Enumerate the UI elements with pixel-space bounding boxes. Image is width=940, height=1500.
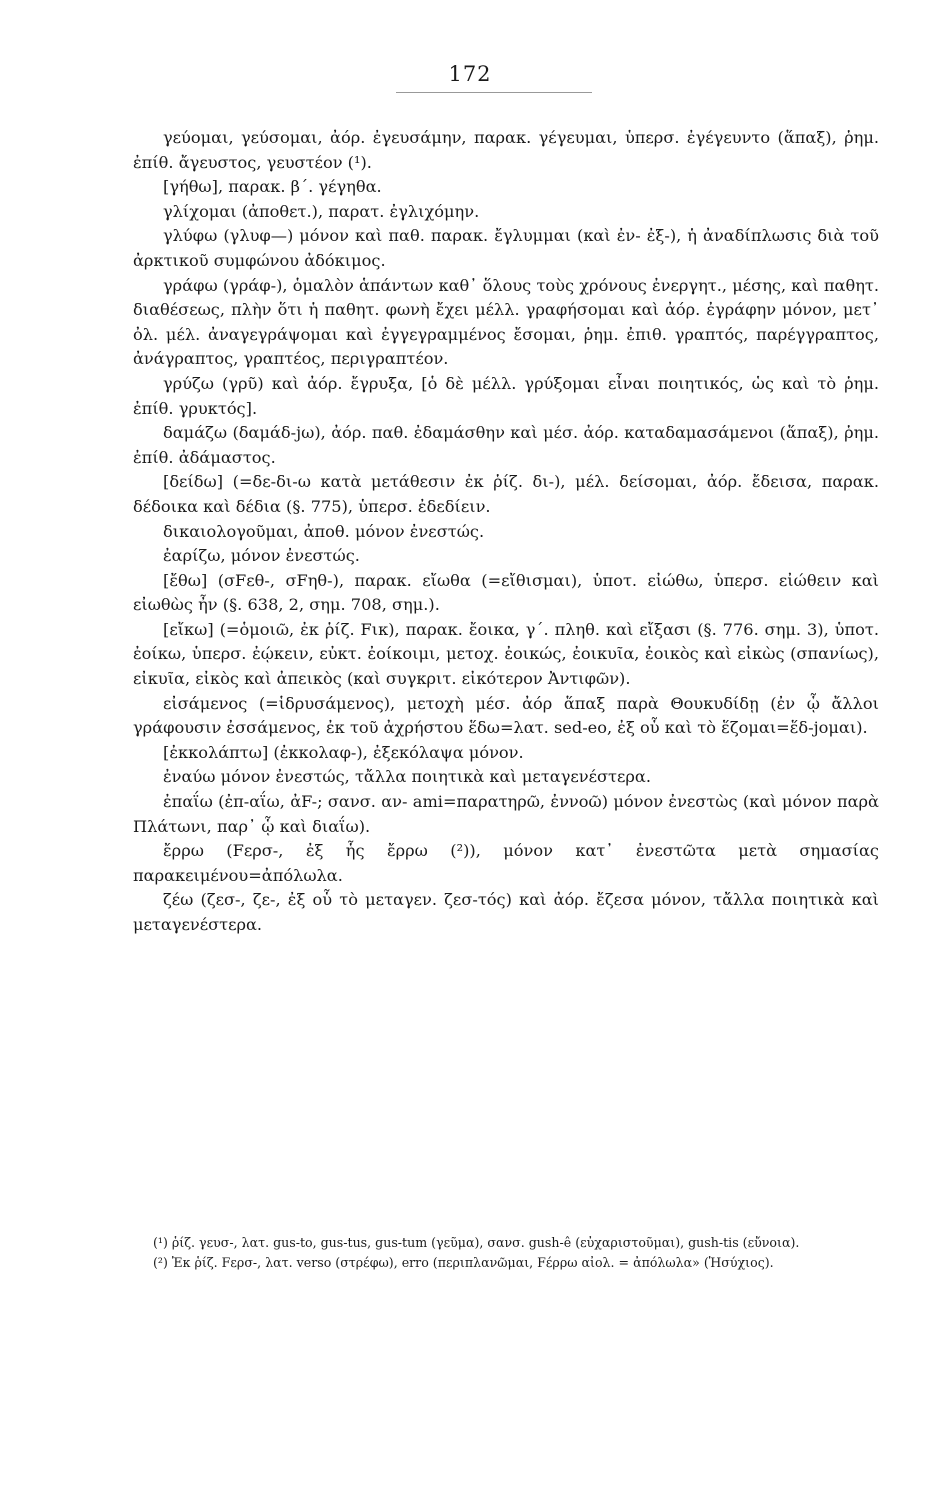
entry-paragraph: [ἔθω] (σFεθ-, σFηθ-), παρακ. εἴωθα (=εἴθισμαι), ὑποτ. εἰώθω, ὑπερσ. εἰώθειν καὶ εἰωθὼς ἦν (§. 638, 2, σημ. 708, σημ.). xyxy=(133,570,879,615)
main-text xyxy=(133,126,879,938)
entry-paragraph: εἰσάμενος (=ἱδρυσάμενος), μετοχὴ μέσ. ἀόρ ἅπαξ παρὰ Θουκυδίδῃ (ἐν ᾧ ἄλλοι γράφουσιν ἐσσάμενος, ἐκ τοῦ ἀχρήστου ἕδω=λατ. sed-eo, ἐξ οὗ καὶ τὸ ἕζομαι=ἕδ-jομαι). xyxy=(133,693,879,738)
entry-paragraph: [εἴκω] (=ὁμοιῶ, ἐκ ῥίζ. Fικ), παρακ. ἔοικα, γ΄. πληθ. καὶ εἴξασι (§. 776. σημ. 3), ὑποτ. ἐοίκω, ὑπερσ. ἐῴκειν, εὐκτ. ἐοίκοιμι, μετοχ. ἐοικώς, ἐοικυῖα, ἐοικὸς καὶ εἰκὼς (σπανίως), εἰκυῖα, εἰκὸς καὶ ἀπεικὸς (καὶ συγκριτ. εἰκότερον Ἀντιφῶν). xyxy=(133,619,879,689)
entry-paragraph: ζέω (ζεσ-, ζε-, ἐξ οὗ τὸ μεταγεν. ζεσ-τός) καὶ ἀόρ. ἔζεσα μόνον, τἄλλα ποιητικὰ καὶ μεταγενέστερα. xyxy=(133,890,879,934)
page-number: 172 xyxy=(448,62,492,86)
footnotes xyxy=(133,1233,879,1273)
entry-paragraph: [γήθω], παρακ. β΄. γέγηθα. xyxy=(163,177,382,197)
footnote: (²) Ἐκ ῥίζ. Fερσ-, λατ. verso (στρέφω), erro (περιπλανῶμαι, Fέρρω αἰολ. = ἀπόλωλα» (Ἡσύχιος). xyxy=(153,1255,774,1270)
entry-paragraph: ἐαρίζω, μόνον ἐνεστώς. xyxy=(163,546,360,566)
entry-paragraph: ἐπαΐω (ἐπ-αΐω, ἀF-; σανσ. αν- ami=παρατηρῶ, ἐννοῶ) μόνον ἐνεστὼς (καὶ μόνον παρὰ Πλάτωνι, παρ᾽ ᾧ καὶ διαΐω). xyxy=(133,792,879,836)
entry-paragraph: δαμάζω (δαμάδ-jω), ἀόρ. παθ. ἐδαμάσθην καὶ μέσ. ἀόρ. καταδαμασάμενοι (ἅπαξ), ῥημ. ἐπίθ. ἀδάμαστος. xyxy=(133,423,879,467)
entry-paragraph: γρύζω (γρῦ) καὶ ἀόρ. ἔγρυξα, [ὁ δὲ μέλλ. γρύξομαι εἶναι ποιητικός, ὡς καὶ τὸ ῥημ. ἐπίθ. γρυκτός]. xyxy=(133,373,879,418)
entry-paragraph: γλίχομαι (ἀποθετ.), παρατ. ἐγλιχόμην. xyxy=(163,201,480,221)
entry-paragraph: [δείδω] (=δε-δι-ω κατὰ μετάθεσιν ἐκ ῥίζ. δι-), μέλ. δείσομαι, ἀόρ. ἔδεισα, παρακ. δέδοικα καὶ δέδια (§. 775), ὑπερσ. ἐδεδίειν. xyxy=(133,472,879,516)
entry-paragraph: γεύομαι, γεύσομαι, ἀόρ. ἐγευσάμην, παρακ. γέγευμαι, ὑπερσ. ἐγέγευντο (ἅπαξ), ῥημ. ἐπίθ. ἄγευστος, γευστέον (¹). xyxy=(133,128,879,172)
entry-paragraph: γράφω (γράφ-), ὁμαλὸν ἁπάντων καθ᾽ ὅλους τοὺς χρόνους ἐνεργητ., μέσης, καὶ παθητ. διαθέσεως, πλὴν ὅτι ἡ παθητ. φωνὴ ἔχει μέλλ. γραφήσομαι καὶ ἀόρ. ἐγράφην μόνον, μετ᾽ ὀλ. μέλ. ἀναγεγράψομαι καὶ ἐγγεγραμμένος ἔσομαι, ῥημ. ἐπιθ. γραπτός, παρέγγραπτος, ἀνάγραπτος, γραπτέος, περιγραπτέον. xyxy=(133,275,879,369)
entry-paragraph: δικαιολογοῦμαι, ἀποθ. μόνον ἐνεστώς. xyxy=(163,521,485,541)
header-rule xyxy=(396,92,592,93)
entry-paragraph: [ἐκκολάπτω] (ἐκκολαφ-), ἐξεκόλαψα μόνον. xyxy=(163,742,524,762)
footnote: (¹) ῥίζ. γευσ-, λατ. gus-to, gus-tus, gus-tum (γεῦμα), σανσ. gush-ê (εὐχαριστοῦμαι), gush-tis (εὔνοια). xyxy=(153,1235,800,1250)
entry-paragraph: ἐναύω μόνον ἐνεστώς, τἄλλα ποιητικὰ καὶ μεταγενέστερα. xyxy=(163,767,651,787)
entry-paragraph: ἔρρω (Fερσ-, ἐξ ἧς ἔρρω (²)), μόνον κατ᾽ ἐνεστῶτα μετὰ σημασίας παρακειμένου=ἀπόλωλα. xyxy=(133,841,879,885)
entry-paragraph: γλύφω (γλυφ—) μόνον καὶ παθ. παρακ. ἔγλυμμαι (καὶ ἐν- ἐξ-), ἡ ἀναδίπλωσις διὰ τοῦ ἀρκτικοῦ συμφώνου ἀδόκιμος. xyxy=(133,226,879,270)
